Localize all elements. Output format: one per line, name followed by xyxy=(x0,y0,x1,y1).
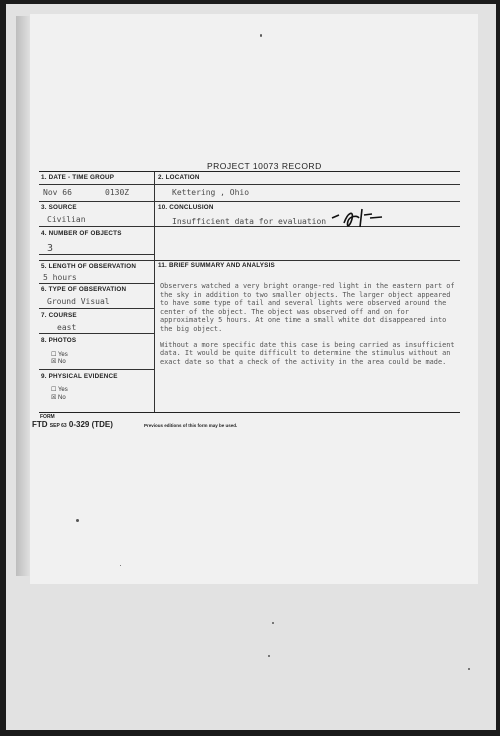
previous-editions-note: Previous editions of this form may be used. xyxy=(144,422,238,428)
column-divider xyxy=(154,172,155,412)
date-time-group-label: 1. DATE - TIME GROUP xyxy=(41,174,115,181)
physical-evidence-no-checkbox: ☒ No xyxy=(51,395,66,401)
course-label: 7. COURSE xyxy=(41,312,77,319)
photos-no-checkbox: ☒ No xyxy=(51,359,66,365)
scan-speck xyxy=(76,519,79,522)
form-code-prefix: FTD xyxy=(32,420,48,429)
course-value: east xyxy=(57,323,77,332)
source-value: Civilian xyxy=(47,215,86,224)
form-code-date: SEP 63 xyxy=(49,423,67,429)
row-line xyxy=(39,308,154,309)
photos-label: 8. PHOTOS xyxy=(41,337,77,344)
physical-evidence-yes-checkbox: ☐ Yes xyxy=(51,387,68,393)
row-line xyxy=(39,333,154,334)
summary-paragraph: Observers watched a very bright orange-red light in the eastern part of the sky in addition to two smaller objects. The larger object appeared to have some type of tail and several lights were observed around the center of the object. The object was observed off and on for approximately 5 hours. At one time a small white dot disappeared into the big object. xyxy=(160,282,455,333)
source-label: 3. SOURCE xyxy=(41,204,77,211)
location-value: Kettering , Ohio xyxy=(172,188,250,197)
form-code xyxy=(32,420,113,429)
scan-speck xyxy=(468,668,470,670)
scan-speck xyxy=(268,655,270,657)
record-form xyxy=(39,171,460,413)
scan-speck xyxy=(272,622,274,624)
scan-speck xyxy=(120,565,121,566)
length-of-observation-label: 5. LENGTH OF OBSERVATION xyxy=(41,263,137,270)
row-line xyxy=(39,369,154,370)
type-of-observation-value: Ground Visual xyxy=(47,297,110,306)
scan-speck xyxy=(260,34,262,37)
card-shadow xyxy=(16,16,30,576)
row-line xyxy=(39,283,154,284)
date-value: Nov 66 xyxy=(43,188,72,197)
row-line xyxy=(39,254,154,255)
number-of-objects-value: 3 xyxy=(47,243,54,254)
photos-yes-checkbox: ☐ Yes xyxy=(51,352,68,358)
form-word: FORM xyxy=(40,414,55,420)
type-of-observation-label: 6. TYPE OF OBSERVATION xyxy=(41,286,127,293)
form-code-number: 0-329 (TDE) xyxy=(68,420,113,429)
conclusion-label: 10. CONCLUSION xyxy=(158,204,214,211)
summary-paragraph: Without a more specific date this case is being carried as insufficient data. It would be quite difficult to determine the stimulus without an exact date so that a check of the activity in the area could be made. xyxy=(160,340,455,366)
row-line xyxy=(39,226,460,227)
conclusion-value: Insufficient data for evaluation xyxy=(172,217,327,226)
row-line xyxy=(39,260,460,261)
row-line xyxy=(39,201,460,202)
location-label: 2. LOCATION xyxy=(158,174,200,181)
summary-label: 11. BRIEF SUMMARY AND ANALYSIS xyxy=(158,262,275,269)
signature-mark xyxy=(330,206,390,230)
row-line xyxy=(39,184,460,185)
summary-text xyxy=(160,282,456,373)
form-title: PROJECT 10073 RECORD xyxy=(207,161,322,171)
length-of-observation-value: 5 hours xyxy=(43,273,77,282)
time-value: 0130Z xyxy=(105,188,130,197)
physical-evidence-label: 9. PHYSICAL EVIDENCE xyxy=(41,373,118,380)
number-of-objects-label: 4. NUMBER OF OBJECTS xyxy=(41,230,122,237)
